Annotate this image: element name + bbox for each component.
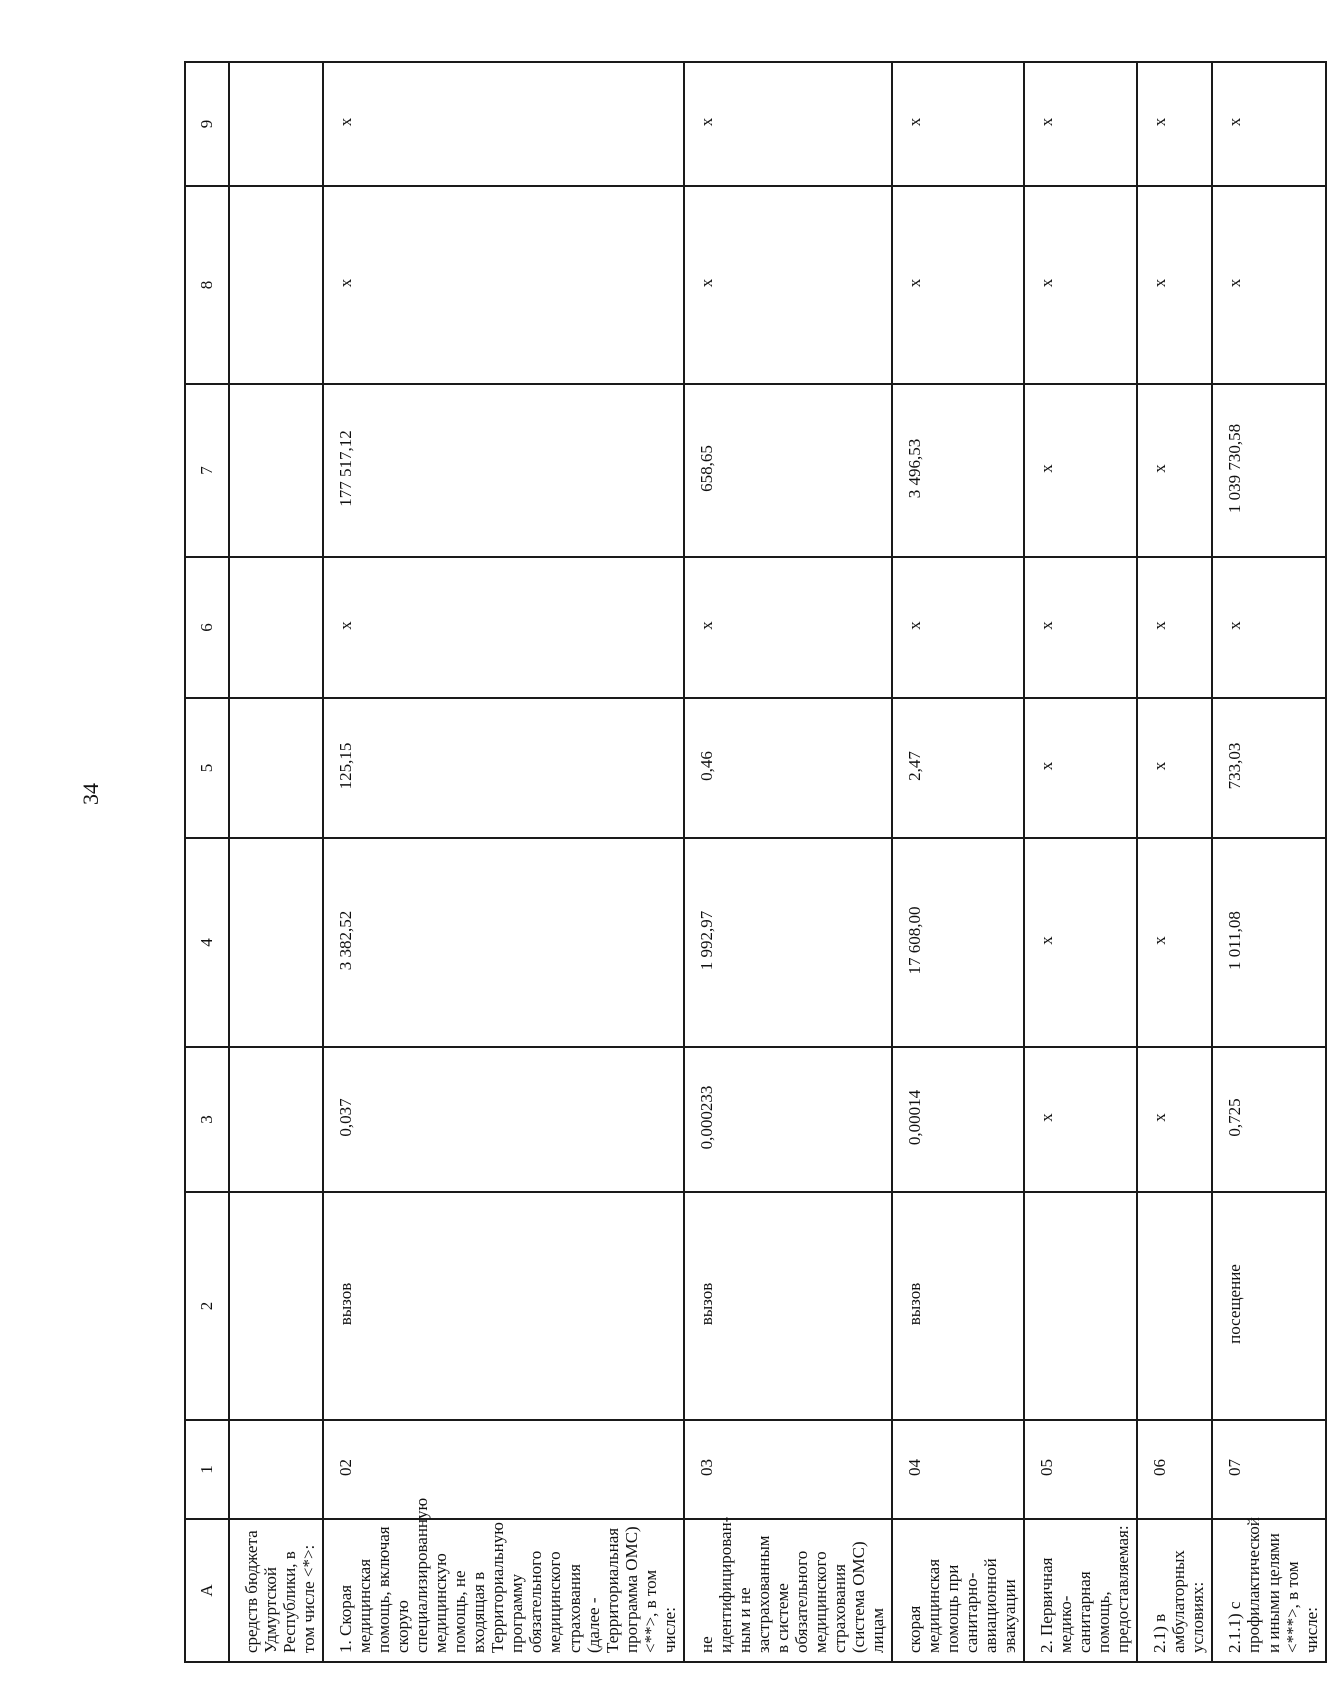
table-cell: 1 992,97 bbox=[684, 838, 892, 1047]
table-cell: х bbox=[1137, 838, 1212, 1047]
table-cell: 03 bbox=[684, 1420, 892, 1519]
table-cell: 3 496,53 bbox=[892, 384, 1024, 557]
table-cell bbox=[229, 557, 323, 698]
table-cell: х bbox=[892, 557, 1024, 698]
header-cell: 8 bbox=[185, 186, 229, 384]
table-cell: 0,725 bbox=[1212, 1047, 1325, 1192]
row-label-cell: 2. Первичная медико-санитарная помощь, предоставляемая: bbox=[1024, 1519, 1137, 1662]
table-cell bbox=[229, 1047, 323, 1192]
table-row bbox=[1024, 62, 1137, 1662]
table-row bbox=[323, 62, 684, 1662]
table-cell: 06 bbox=[1137, 1420, 1212, 1519]
table-cell: х bbox=[1137, 557, 1212, 698]
table-cell: х bbox=[1212, 557, 1325, 698]
header-cell: 4 bbox=[185, 838, 229, 1047]
table-cell: 04 bbox=[892, 1420, 1024, 1519]
table-cell: х bbox=[892, 186, 1024, 384]
page-number: 34 bbox=[78, 783, 103, 805]
row-label-cell: 2.1.1) с профилактической и иными целями <***>, в том числе: bbox=[1212, 1519, 1325, 1662]
header-cell: А bbox=[185, 1519, 229, 1662]
table-cell: х bbox=[323, 557, 684, 698]
row-label-cell: 2.1) в амбулаторных условиях: bbox=[1137, 1519, 1212, 1662]
table-cell: 1 011,08 bbox=[1212, 838, 1325, 1047]
table-cell: х bbox=[684, 557, 892, 698]
table-row bbox=[1212, 62, 1325, 1662]
row-label-cell: 1. Скорая медицинская помощь, включая скорую специализированную медицинскую помощь, не входящая в Территориальную программу обязательного медицинского страхования (далее - Территориальная программа ОМС) <**>, в том числе: bbox=[323, 1519, 684, 1662]
table-cell: 177 517,12 bbox=[323, 384, 684, 557]
table-cell: х bbox=[1024, 557, 1137, 698]
row-label-cell: скорая медицинская помощь при санитарно-авиационной эвакуации bbox=[892, 1519, 1024, 1662]
table-cell: х bbox=[684, 186, 892, 384]
table-cell: вызов bbox=[684, 1192, 892, 1420]
table-row bbox=[1137, 62, 1212, 1662]
header-cell: 6 bbox=[185, 557, 229, 698]
table-cell: х bbox=[1137, 698, 1212, 838]
table-row bbox=[892, 62, 1024, 1662]
table-cell: 125,15 bbox=[323, 698, 684, 838]
header-cell: 7 bbox=[185, 384, 229, 557]
table-cell: посещение bbox=[1212, 1192, 1325, 1420]
table-cell: вызов bbox=[892, 1192, 1024, 1420]
table-cell bbox=[229, 384, 323, 557]
table-cell: 0,00014 bbox=[892, 1047, 1024, 1192]
table-cell: х bbox=[323, 186, 684, 384]
header-cell: 2 bbox=[185, 1192, 229, 1420]
table-cell: 05 bbox=[1024, 1420, 1137, 1519]
table-cell: 0,46 bbox=[684, 698, 892, 838]
row-label-cell: средств бюджета Удмуртской Республики, в том числе <*>: bbox=[229, 1519, 323, 1662]
table-cell: 07 bbox=[1212, 1420, 1325, 1519]
table-cell: х bbox=[892, 62, 1024, 186]
table-cell bbox=[229, 698, 323, 838]
table-cell: 17 608,00 bbox=[892, 838, 1024, 1047]
table-cell bbox=[229, 838, 323, 1047]
table-cell bbox=[1024, 1192, 1137, 1420]
table-cell: 02 bbox=[323, 1420, 684, 1519]
table-container bbox=[184, 63, 1321, 1663]
table-cell: х bbox=[1137, 384, 1212, 557]
table-cell: 658,65 bbox=[684, 384, 892, 557]
table-cell: х bbox=[1137, 62, 1212, 186]
table-cell bbox=[229, 1420, 323, 1519]
table-cell: х bbox=[1024, 384, 1137, 557]
table-cell: х bbox=[684, 62, 892, 186]
table-cell: 0,000233 bbox=[684, 1047, 892, 1192]
table-cell: х bbox=[1024, 1047, 1137, 1192]
table-cell: х bbox=[323, 62, 684, 186]
table-cell: х bbox=[1024, 186, 1137, 384]
table-cell: 1 039 730,58 bbox=[1212, 384, 1325, 557]
header-cell: 1 bbox=[185, 1420, 229, 1519]
table-cell: 3 382,52 bbox=[323, 838, 684, 1047]
table-cell: х bbox=[1212, 62, 1325, 186]
table-cell bbox=[229, 1192, 323, 1420]
table-header-row bbox=[185, 62, 229, 1662]
table-cell: х bbox=[1024, 62, 1137, 186]
table-row bbox=[229, 62, 323, 1662]
table-cell: х bbox=[1024, 698, 1137, 838]
row-label-cell: не идентифицирован-ным и не застрахованным в системе обязательного медицинского страхования (система ОМС) лицам bbox=[684, 1519, 892, 1662]
header-cell: 5 bbox=[185, 698, 229, 838]
header-cell: 9 bbox=[185, 62, 229, 186]
table-cell: вызов bbox=[323, 1192, 684, 1420]
table-cell: х bbox=[1024, 838, 1137, 1047]
data-table bbox=[184, 61, 1327, 1663]
table-cell bbox=[1137, 1192, 1212, 1420]
table-cell bbox=[229, 62, 323, 186]
table-cell: х bbox=[1137, 186, 1212, 384]
table-cell: х bbox=[1137, 1047, 1212, 1192]
header-cell: 3 bbox=[185, 1047, 229, 1192]
table-cell: 733,03 bbox=[1212, 698, 1325, 838]
table-row bbox=[684, 62, 892, 1662]
table-cell: х bbox=[1212, 186, 1325, 384]
table-cell: 2,47 bbox=[892, 698, 1024, 838]
table-cell bbox=[229, 186, 323, 384]
table-cell: 0,037 bbox=[323, 1047, 684, 1192]
